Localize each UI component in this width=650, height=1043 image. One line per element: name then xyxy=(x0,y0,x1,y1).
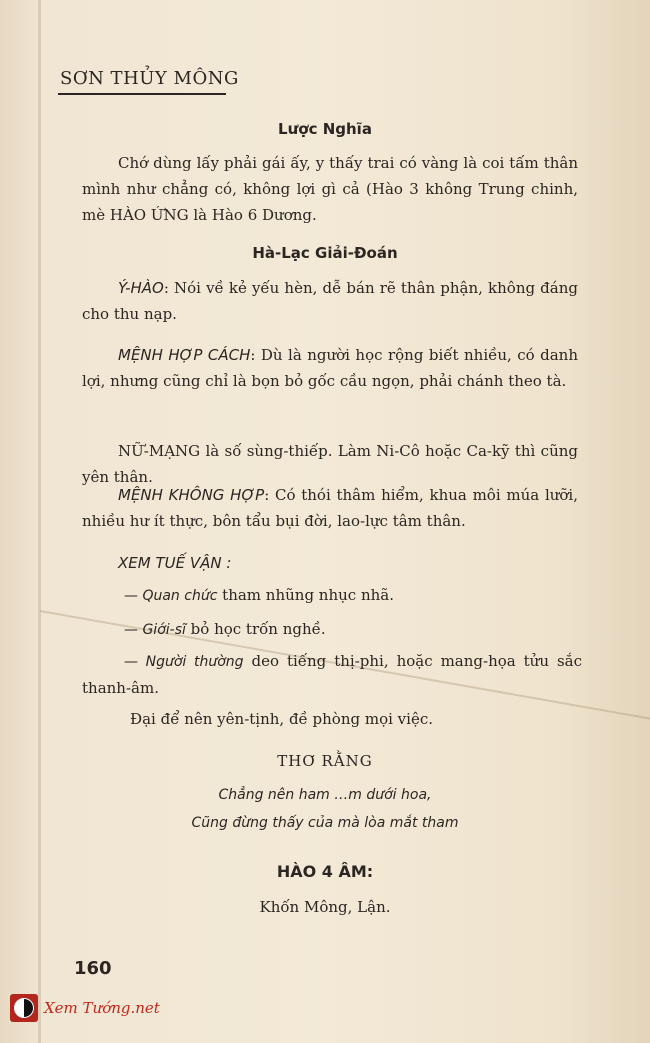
watermark-text: Xem Tướng.net xyxy=(44,999,160,1017)
menh-khong-label: MỆNH KHÔNG HỢP xyxy=(118,486,265,504)
item-gioi-si xyxy=(124,616,584,643)
item-label: — Quan chức xyxy=(124,588,218,604)
y-hao-paragraph xyxy=(82,275,578,327)
section-title-ha-lac: Hà-Lạc Giải-Đoán xyxy=(252,244,398,262)
running-head: SƠN THỦY MÔNG xyxy=(60,68,239,89)
item-label: — Người thường xyxy=(124,654,244,670)
item-quan-chuc xyxy=(124,582,584,609)
y-hao-label: Ý-HÀO xyxy=(118,279,164,297)
section-title-luoc-nghia: Lược Nghĩa xyxy=(278,120,372,138)
item-text: deo tiếng thị-phi, hoặc mang-họa tửu sắc thanh-âm. xyxy=(82,652,582,697)
page-edge xyxy=(38,0,41,1043)
item-label: — Giới-sĩ xyxy=(124,622,186,638)
yin-yang-icon xyxy=(10,994,38,1022)
running-head-rule xyxy=(58,93,226,95)
watermark-logo xyxy=(10,993,160,1023)
xem-tue-van-heading: XEM TUẾ VẬN : xyxy=(118,554,232,572)
hao-4-subtitle: Khốn Mông, Lận. xyxy=(259,898,391,916)
menh-hop-paragraph xyxy=(82,342,578,394)
luoc-nghia-paragraph: Chớ dùng lấy phải gái ấy, y thấy trai có vàng là coi tấm thân mình như chẳng có, không lợi gì cả (Hào 3 không Trung chinh, mè HÀO ỨNG là Hào 6 Dương. xyxy=(82,154,578,224)
menh-hop-text: : Dù là người học rộng biết nhiều, có danh lợi, nhưng cũng chỉ là bọn bỏ gốc cầu ngọn, phải chánh theo tà. xyxy=(82,346,579,390)
poem-line-1: Chẳng nên ham …m dưới hoa, xyxy=(218,787,432,803)
y-hao-text: : Nói về kẻ yếu hèn, dễ bán rẽ thân phận, không đáng cho thu nạp. xyxy=(82,279,578,323)
item-text: tham nhũng nhục nhã. xyxy=(222,586,394,604)
poem-title: THƠ RẰNG xyxy=(277,752,373,770)
advice-paragraph: Đại để nên yên-tịnh, đề phòng mọi việc. xyxy=(130,710,434,728)
page-number: 160 xyxy=(74,958,112,979)
menh-khong-text: : Có thói thâm hiểm, khua môi múa lưỡi, nhiều hư ít thực, bôn tẩu bụi đời, lao-lực tâm thân. xyxy=(82,486,578,530)
item-nguoi-thuong xyxy=(82,648,582,701)
menh-hop-label: MỆNH HỢP CÁCH xyxy=(118,346,251,364)
poem-line-2: Cũng đừng thấy của mà lòa mắt tham xyxy=(191,815,459,831)
hao-4-title: HÀO 4 ÂM: xyxy=(276,862,374,881)
nu-mang-paragraph: NỮ-MẠNG là số sùng-thiếp. Làm Ni-Cô hoặc Ca-kỹ thì cũng yên thân. xyxy=(82,442,578,486)
item-text: bỏ học trốn nghề. xyxy=(190,620,326,638)
menh-khong-paragraph xyxy=(82,482,578,534)
